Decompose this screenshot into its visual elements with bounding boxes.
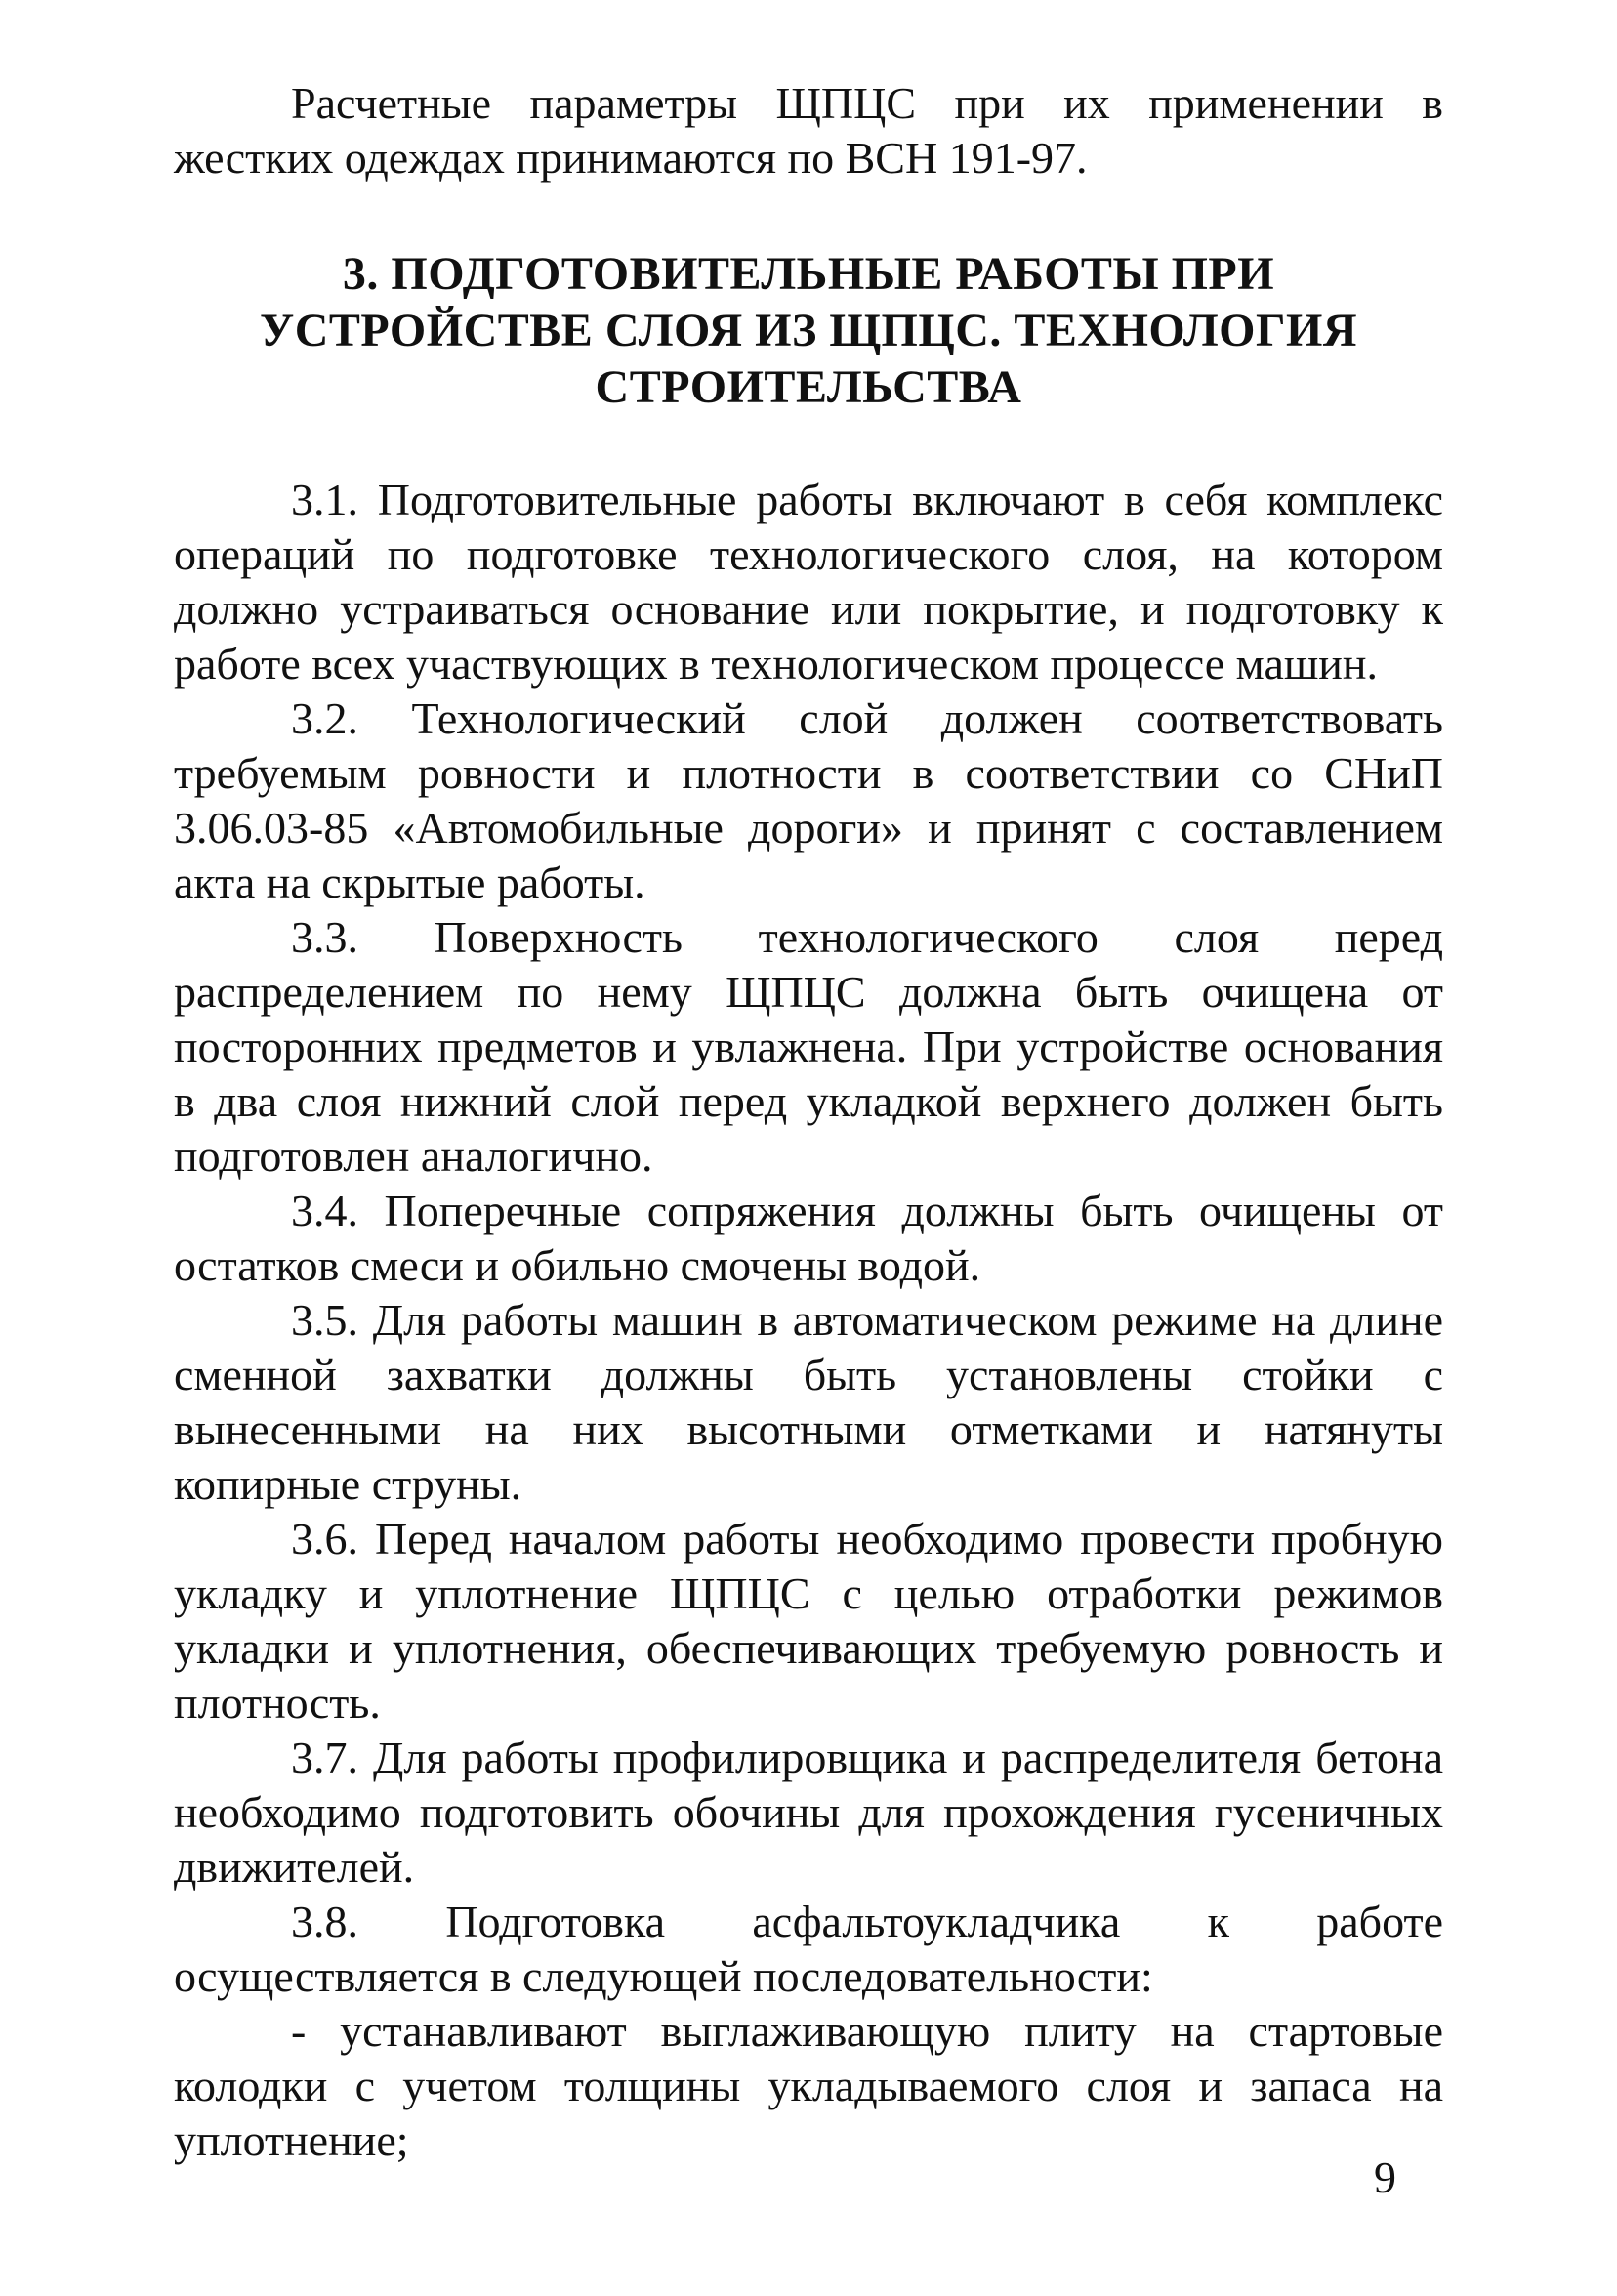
page-number: 9 — [1374, 2152, 1396, 2202]
list-item-dash: - устанавливают выглаживающую плиту на стартовые колодки с учетом толщины укладываемого слоя и запаса на уплотнение; — [174, 2006, 1443, 2165]
paragraph-3-4: 3.4. Поперечные сопряжения должны быть очищены от остатков смеси и обильно смочены водой. — [174, 1186, 1443, 1290]
paragraph-3-3: 3.3. Поверхность технологического слоя перед распределением по нему ЩПЦС должна быть очищена от посторонних предметов и увлажнена. При устройстве основания в два слоя нижний слой перед укладкой верхнего должен быть подготовлен аналогично. — [174, 912, 1443, 1181]
paragraph-3-6: 3.6. Перед началом работы необходимо провести пробную укладку и уплотнение ЩПЦС с целью отработки режимов укладки и уплотнения, обеспечивающих требуемую ровность и плотность. — [174, 1514, 1443, 1728]
paragraph-3-8: 3.8. Подготовка асфальтоукладчика к работе осуществляется в следующей последовательности: — [174, 1897, 1443, 2001]
paragraph-3-7: 3.7. Для работы профилировщика и распределителя бетона необходимо подготовить обочины для прохождения гусеничных движителей. — [174, 1732, 1443, 1892]
paragraph-3-1: 3.1. Подготовительные работы включают в себя комплекс операций по подготовке технологического слоя, на котором должно устраиваться основание или покрытие, и подготовку к работе всех участвующих в технологическом процессе машин. — [174, 475, 1443, 689]
paragraph-3-2: 3.2. Технологический слой должен соответствовать требуемым ровности и плотности в соответствии со СНиП 3.06.03-85 «Автомобильные дороги» и принят с составлением акта на скрытые работы. — [174, 693, 1443, 907]
text-column — [174, 76, 1443, 2168]
paragraph-3-5: 3.5. Для работы машин в автоматическом режиме на длине сменной захватки должны быть установлены стойки с вынесенными на них высотными отметками и натянуты копирные струны. — [174, 1295, 1443, 1509]
intro-paragraph: Расчетные параметры ЩПЦС при их применении в жестких одеждах принимаются по ВСН 191-97. — [174, 78, 1443, 183]
section-title: 3. ПОДГОТОВИТЕЛЬНЫЕ РАБОТЫ ПРИ УСТРОЙСТВЕ СЛОЯ ИЗ ЩПЦС. ТЕХНОЛОГИЯ СТРОИТЕЛЬСТВА — [259, 248, 1357, 413]
